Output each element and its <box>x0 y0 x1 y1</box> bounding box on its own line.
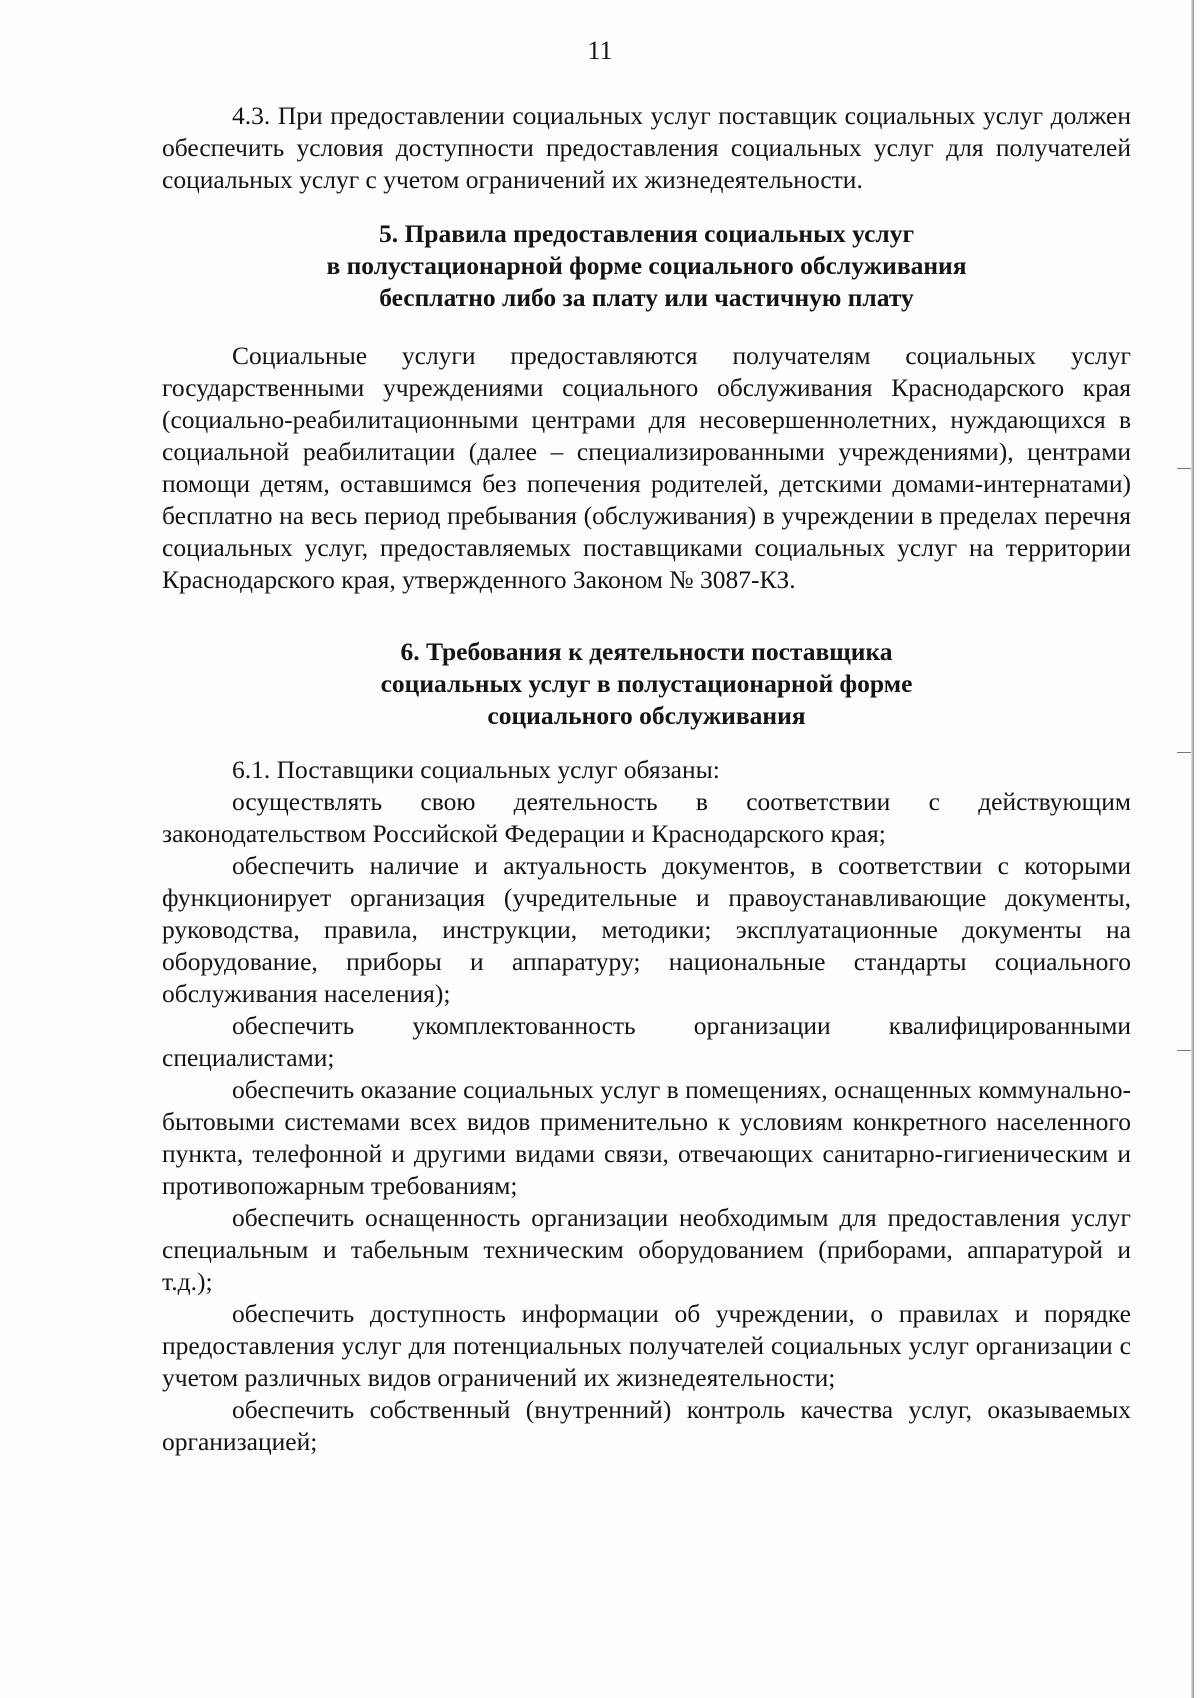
section-5-body <box>162 340 1131 596</box>
list-item: осуществлять свою деятельность в соответствии с действующим законодательством Российской Федерации и Краснодарского края; <box>162 787 1131 848</box>
list-item: обеспечить оказание социальных услуг в помещениях, оснащенных коммунально-бытовыми системами всех видов применительно к условиям конкретного населенного пункта, телефонной и другими видами связи, отвечающих санитарно-гигиеническим и противопожарным требованиям; <box>162 1075 1131 1200</box>
list-item: обеспечить собственный (внутренний) контроль качества услуг, оказываемых организацией; <box>162 1395 1131 1456</box>
section-5-paragraph: Социальные услуги предоставляются получателям социальных услуг государственными учреждениями социального обслуживания Краснодарского края (социально-реабилитационными центрами для несовершеннолетних, нуждающихся в социальной реабилитации (далее – специализированными учреждениями), центрами помощи детям, оставшимся без попечения родителей, детскими домами-интернатами) бесплатно на весь период пребывания (обслуживания) в учреждении в пределах перечня социальных услуг, предоставляемых поставщиками социальных услуг на территории Краснодарского края, утвержденного Законом № 3087-КЗ. <box>162 341 1131 594</box>
page-number: 11 <box>587 36 613 65</box>
section-6-heading <box>162 636 1131 732</box>
section-5-heading <box>162 218 1131 314</box>
paragraph-4-3-block <box>162 100 1131 196</box>
paragraph-4-3: 4.3. При предоставлении социальных услуг поставщик социальных услуг должен обеспечить условия доступности предоставления социальных услуг для получателей социальных услуг с учетом ограничений их жизнедеятельности. <box>162 101 1131 194</box>
margin-tick <box>1177 1050 1191 1051</box>
section-6-heading-line: социального обслуживания <box>487 701 806 730</box>
section-6-body <box>162 754 1131 1458</box>
margin-tick <box>1177 468 1191 469</box>
section-6-heading-line: 6. Требования к деятельности поставщика <box>400 637 893 666</box>
list-item: обеспечить оснащенность организации необходимым для предоставления услуг специальным и табельным техническим оборудованием (приборами, аппаратурой и т.д.); <box>162 1203 1131 1296</box>
section-6-intro: 6.1. Поставщики социальных услуг обязаны: <box>232 755 720 784</box>
list-item: обеспечить доступность информации об учреждении, о правилах и порядке предоставления услуг для потенциальных получателей социальных услуг организации с учетом различных видов ограничений их жизнедеятельности; <box>162 1299 1131 1392</box>
list-item: обеспечить укомплектованность организации квалифицированными специалистами; <box>162 1011 1131 1072</box>
section-5-heading-line: в полустационарной форме социального обслуживания <box>326 251 967 280</box>
margin-tick <box>1177 752 1191 753</box>
section-5-heading-line: бесплатно либо за плату или частичную плату <box>379 283 914 312</box>
section-6-heading-line: социальных услуг в полустационарной форме <box>380 669 913 698</box>
scan-edge-shadow <box>1191 0 1194 1698</box>
section-5-heading-line: 5. Правила предоставления социальных услуг <box>378 219 915 248</box>
list-item: обеспечить наличие и актуальность документов, в соответствии с которыми функционирует организация (учредительные и правоустанавливающие документы, руководства, правила, инструкции, методики; эксплуатационные документы на оборудование, приборы и аппаратуру; национальные стандарты социального обслуживания населения); <box>162 851 1131 1008</box>
